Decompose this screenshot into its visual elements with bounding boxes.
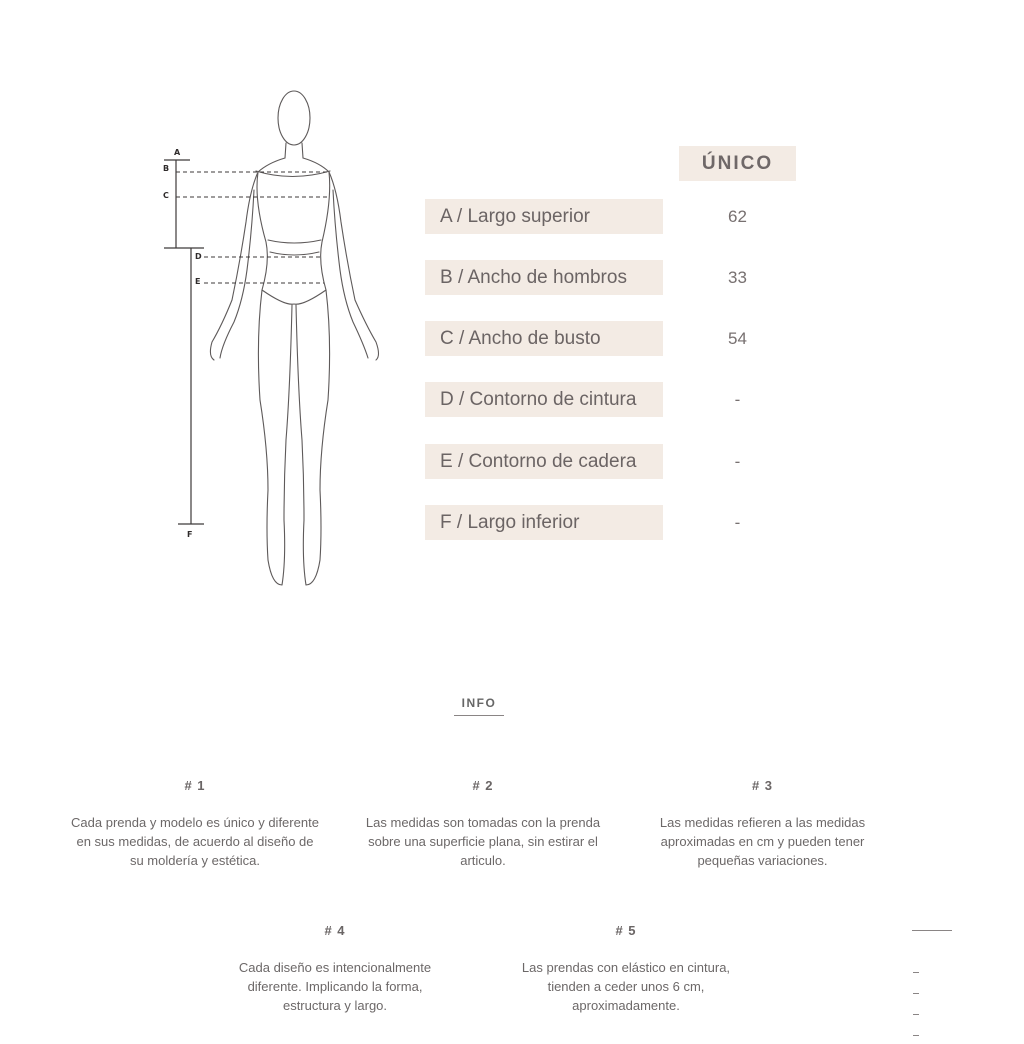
info-note-1	[70, 778, 320, 870]
measurement-row-b	[425, 260, 845, 295]
size-column-header: ÚNICO	[679, 146, 796, 181]
marker-f: F	[187, 530, 193, 539]
measurement-value: -	[734, 389, 741, 409]
marker-c: C	[163, 191, 169, 200]
measurement-label: F / Largo inferior	[425, 505, 663, 540]
side-dash	[913, 1035, 919, 1036]
figure-shorts	[262, 290, 326, 304]
figure-left-leg	[258, 290, 292, 585]
note-number: # 5	[615, 923, 637, 938]
figure-head	[278, 91, 310, 145]
marker-d: D	[195, 252, 202, 261]
marker-a: A	[174, 148, 181, 157]
measurement-row-e	[425, 444, 845, 479]
measurement-row-f	[425, 505, 845, 540]
note-text: Cada diseño es intencionalmente diferente. Implicando la forma, estructura y largo.	[238, 960, 432, 1013]
note-text: Las prendas con elástico en cintura, tienden a ceder unos 6 cm, aproximadamente.	[521, 960, 731, 1013]
side-dash	[913, 993, 919, 994]
measurement-label: A / Largo superior	[425, 199, 663, 234]
measurement-value: 54	[728, 328, 747, 348]
marker-e: E	[195, 277, 201, 286]
note-text: Cada prenda y modelo es único y diferente en sus medidas, de acuerdo al diseño de su moldería y estética.	[71, 815, 319, 868]
measurement-row-c	[425, 321, 845, 356]
measurement-value: -	[734, 451, 741, 471]
info-title: INFO	[461, 696, 497, 710]
figure-right-arm	[329, 172, 379, 360]
marker-b: B	[163, 164, 170, 173]
side-dash	[913, 972, 919, 973]
measurement-value: 33	[728, 267, 747, 287]
info-note-3	[640, 778, 885, 870]
note-number: # 4	[324, 923, 346, 938]
figure-right-leg	[296, 290, 330, 585]
info-note-2	[358, 778, 608, 870]
figure-torso	[257, 158, 330, 290]
measurement-value: 62	[728, 206, 747, 226]
note-number: # 2	[472, 778, 494, 793]
measurement-label: E / Contorno de cadera	[425, 444, 663, 479]
body-measurement-figure	[150, 85, 400, 595]
measurement-row-a	[425, 199, 845, 234]
measurement-label: B / Ancho de hombros	[425, 260, 663, 295]
note-number: # 3	[751, 778, 774, 793]
side-dash	[913, 1014, 919, 1015]
measurement-label: C / Ancho de busto	[425, 321, 663, 356]
note-text: Las medidas refieren a las medidas aproximadas en cm y pueden tener pequeñas variaciones.	[659, 815, 866, 868]
note-text: Las medidas son tomadas con la prenda sobre una superficie plana, sin estirar el articulo.	[365, 815, 601, 868]
measurement-label: D / Contorno de cintura	[425, 382, 663, 417]
note-number: # 1	[184, 778, 206, 793]
measurement-value: -	[734, 512, 741, 532]
info-note-4	[220, 923, 450, 1015]
measurement-row-d	[425, 382, 845, 417]
info-underline	[454, 715, 504, 716]
figure-left-arm	[210, 172, 258, 360]
info-note-5	[505, 923, 747, 1015]
side-divider	[912, 930, 952, 931]
